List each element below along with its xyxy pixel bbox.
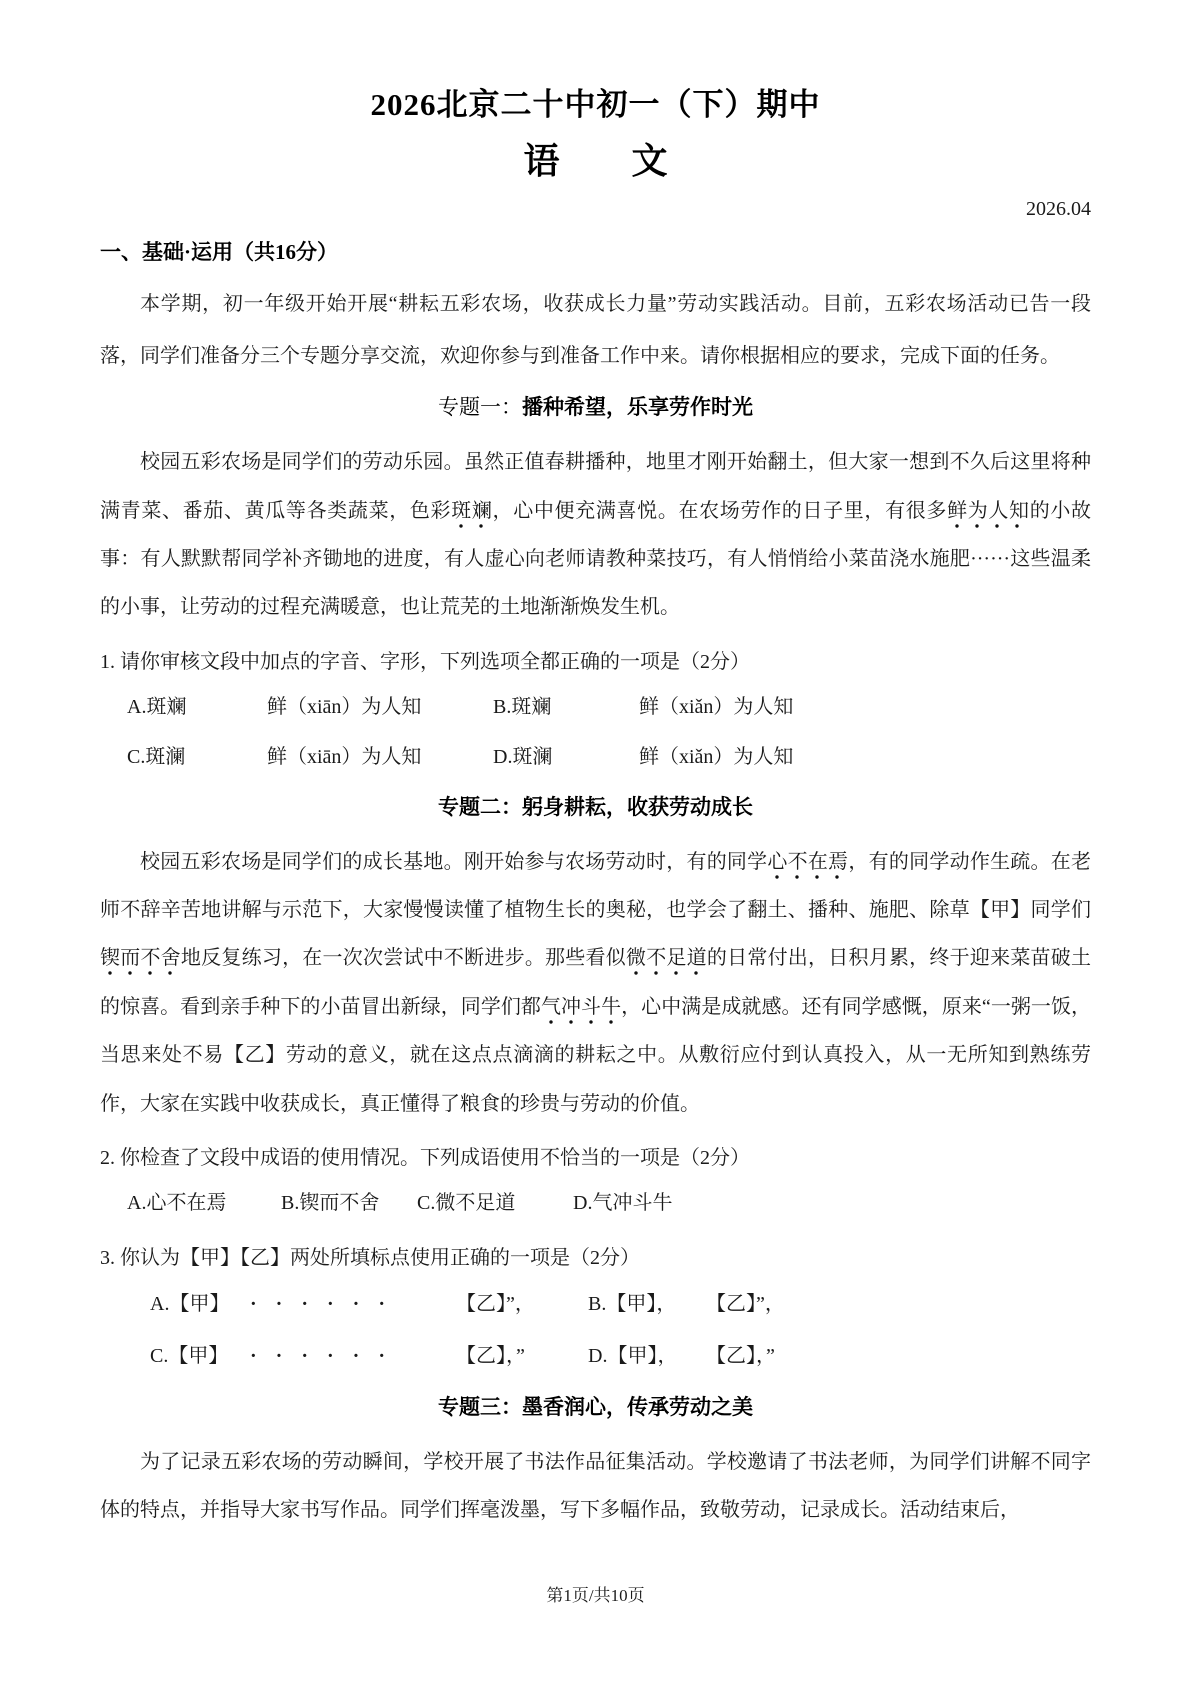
option-c: C.微不足道 [417, 1192, 516, 1215]
option-c-jia: C.【甲】 [150, 1345, 229, 1368]
emphasized-text: 气冲斗牛 [541, 996, 621, 1025]
topic2-label: 专题二： [438, 794, 522, 819]
topic3-title: 墨香润心，传承劳动之美 [522, 1395, 753, 1420]
option-a-yi: 【乙】”， [456, 1293, 535, 1316]
option-b-jia: B.【甲】， [588, 1293, 677, 1316]
exam-title: 2026北京二十中初一（下）期中 [370, 87, 821, 122]
option-d-yi: 【乙】，” [706, 1345, 775, 1368]
topic3-label: 专题三： [438, 1395, 522, 1420]
topic1-heading [100, 388, 1091, 428]
option-d-detail: 鲜（xiǎn）为人知 [639, 745, 794, 768]
option-b-yi: 【乙】”， [706, 1293, 785, 1316]
option-b: B.斑斓 [493, 695, 552, 718]
text-segment: ，心中便充满喜悦。在农场劳作的日子里，有很多 [492, 499, 948, 522]
option-a-jia: A.【甲】 [150, 1293, 230, 1316]
exam-date: 2026.04 [1026, 198, 1091, 221]
question2-stem: 2. 你检查了文段中成语的使用情况。下列成语使用不恰当的一项是（2分） [100, 1147, 750, 1170]
question1-options-row2 [100, 732, 1091, 782]
intro-paragraph: 本学期，初一年级开始开展“耕耘五彩农场，收获成长力量”劳动实践活动。目前，五彩农场活动已告一段落，同学们准备分三个专题分享交流，欢迎你参与到准备工作中来。请你根据相应的要求，完成下面的任务。 [100, 292, 1091, 367]
emphasized-text: 微不足道 [626, 947, 707, 976]
question1-options-row1 [100, 682, 1091, 732]
option-a: A.斑斓 [127, 695, 187, 718]
option-d: D.斑澜 [493, 745, 553, 768]
page-number: 第1页/共10页 [546, 1586, 645, 1605]
topic1-paragraph [100, 438, 1091, 632]
text-segment: 校园五彩农场是同学们的成长基地。刚开始参与农场劳动时，有的同学 [140, 850, 768, 873]
emphasized-text: 锲而不舍 [100, 947, 181, 976]
option-a-detail: 鲜（xiān）为人知 [267, 695, 422, 718]
question3-options-row2 [100, 1330, 1091, 1382]
text-segment: 的小故事：有人默默帮同学补齐锄地的进度，有人虚心向老师请教种菜技巧，有人悄悄给小菜苗浇水施肥······这些温柔的小事，让劳动的过程充满暖意，也让荒芜的土地渐渐焕发生机。 [100, 499, 1092, 619]
emphasized-text: 斑斓 [451, 500, 492, 529]
topic2-title: 躬身耕耘，收获劳动成长 [522, 794, 753, 819]
topic3-heading [100, 1388, 1091, 1428]
topic1-label: 专题一： [438, 395, 522, 420]
text-segment: ，心中满是成就感。还有同学感慨，原来“一粥一饭，当思来处不易【乙】劳动的意义，就在这点点滴滴的耕耘之中。从敷衍应付到认真投入，从一无所知到熟练劳作，大家在实践中收获成长，真正懂得了粮食的珍贵与劳动的价值。 [100, 995, 1092, 1115]
option-a-dots: ······ [250, 1293, 405, 1316]
option-d: D.气冲斗牛 [573, 1192, 673, 1215]
text-segment: 校园五彩农场是同学们的劳动乐园。虽然正值春耕播种，地里才刚开始翻土，但大家一想到不久后这里将种满青菜、番茄、黄瓜等各类蔬菜，色彩 [100, 451, 1091, 522]
text-segment: 地反复练习，在一次次尝试中不断进步。那些看似 [180, 947, 626, 970]
emphasized-text: 心不在焉 [767, 851, 848, 880]
option-c-dots: ······ [250, 1345, 405, 1368]
question3-options-row1 [100, 1278, 1091, 1330]
question3-stem: 3. 你认为【甲】【乙】两处所填标点使用正确的一项是（2分） [100, 1247, 640, 1270]
topic1-title: 播种希望，乐享劳作时光 [522, 395, 753, 420]
option-b: B.锲而不舍 [281, 1192, 380, 1215]
subject-title: 语 文 [523, 141, 668, 182]
option-b-detail: 鲜（xiǎn）为人知 [639, 695, 794, 718]
option-c: C.斑澜 [127, 745, 186, 768]
option-d-jia: D.【甲】， [588, 1345, 678, 1368]
option-c-yi: 【乙】，” [456, 1345, 525, 1368]
option-a: A.心不在焉 [127, 1192, 227, 1215]
emphasized-text: 鲜为人知 [947, 500, 1030, 529]
text-segment: 的日常付出，日积月累，终于迎来菜苗破土的惊喜。看到亲手种下的小苗冒出新绿，同学们都 [100, 947, 1092, 1018]
topic2-paragraph [100, 838, 1091, 1128]
topic2-heading [100, 788, 1091, 828]
option-c-detail: 鲜（xiān）为人知 [267, 745, 422, 768]
question2-options [100, 1178, 1091, 1228]
text-segment: ，有的同学动作生疏。在老师不辞辛苦地讲解与示范下，大家慢慢读懂了植物生长的奥秘，也学会了翻土、播种、施肥、除草【甲】同学们 [100, 850, 1092, 922]
section1-heading: 一、基础·运用（共16分） [100, 240, 339, 265]
question1-stem: 1. 请你审核文段中加点的字音、字形，下列选项全都正确的一项是（2分） [100, 650, 750, 673]
topic3-paragraph: 为了记录五彩农场的劳动瞬间，学校开展了书法作品征集活动。学校邀请了书法老师，为同学们讲解不同字体的特点，并指导大家书写作品。同学们挥毫泼墨，写下多幅作品，致敬劳动，记录成长。活动结束后， [100, 1450, 1091, 1522]
